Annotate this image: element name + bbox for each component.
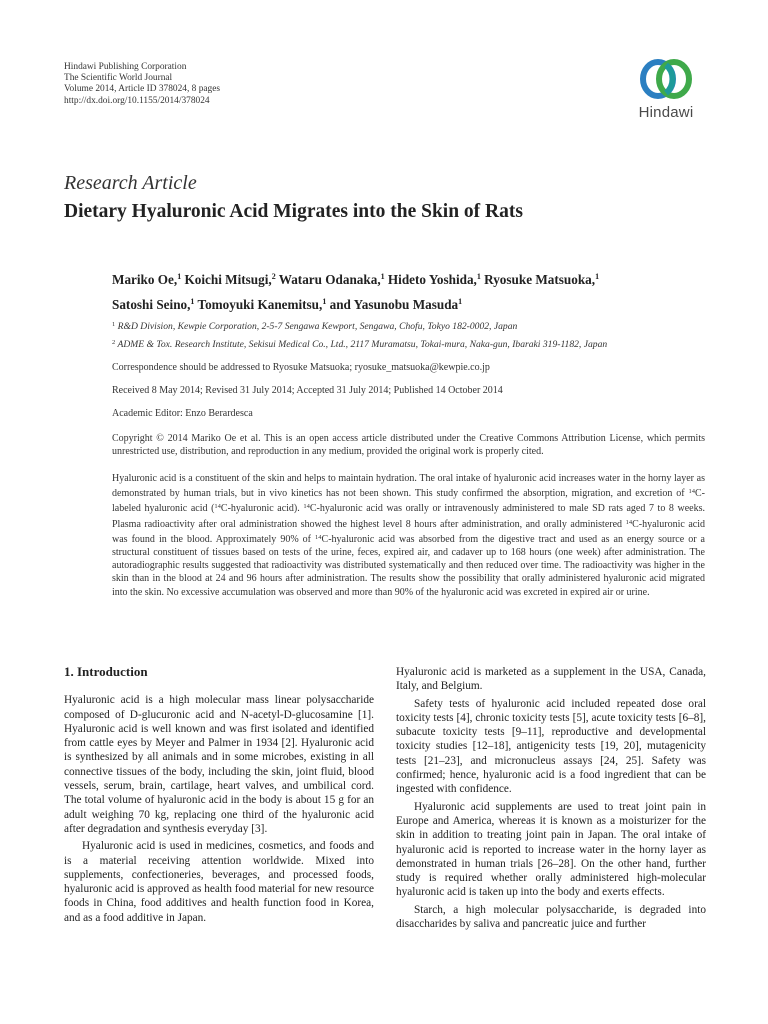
author-affil-sup: 2	[271, 272, 276, 281]
author-name: Hideto Yoshida,	[387, 272, 477, 287]
article-dates: Received 8 May 2014; Revised 31 July 2014; Accepted 31 July 2014; Published 14 October 2014	[112, 385, 503, 396]
hindawi-logo	[626, 56, 706, 136]
author-affil-sup: 1	[458, 297, 463, 306]
author-name: Mariko Oe,	[112, 272, 178, 287]
abstract-text: C-hyaluronic acid was absorbed from the digestive tract and used as an energy source or a structural constituent of tissues based on tests of the urine, feces, expired air, and cadaver up to 168 hours (one week) after administration. The autoradiographic results suggested that radioactivity was distributed systematically and then reduced over time. The radioactivity was higher in the skin than in the blood at 24 and 96 hours after administration. The results show the possibility that orally administered hyaluronic acid migrated into the skin. No excessive accumulation was observed and more than 90% of the hyaluronic acid was excreted in expired air or urine.	[112, 533, 705, 598]
paragraph: Hyaluronic acid is a high molecular mass linear polysaccharide composed of D-glucuronic acid and N-acetyl-D-glucosamine [1]. Hyaluronic acid is well known and was first isolated and identified from cattle eyes by Meyer and Palmer in 1934 [2]. Hyaluronic acid is synthesized by all animals and in some microbes, existing in all connective tissues of the body, including the skin, joint fluid, blood vessels, serum, brain, cartilage, heart valves, and umbilical cord. The total volume of hyaluronic acid in the body is about 15 g for an adult weighing 70 kg, replacing one third of the hyaluronic acid after degradation and synthesis everyday [3].	[64, 694, 374, 835]
academic-editor: Academic Editor: Enzo Berardesca	[112, 408, 253, 419]
affiliation-2	[112, 335, 722, 353]
author-line-1	[112, 266, 712, 291]
isotope-sup: 14	[303, 503, 310, 511]
author-name: Satoshi Seino,	[112, 297, 191, 312]
section-heading: 1. Introduction	[64, 664, 148, 679]
author-list	[112, 266, 712, 316]
isotope-sup: 14	[214, 503, 221, 511]
abstract-text: C-hyaluronic acid was found in the blood. Approximately 90% of	[112, 518, 705, 545]
abstract	[112, 472, 705, 599]
author-affil-sup: 1	[595, 272, 600, 281]
author-affil-sup: 1	[190, 297, 195, 306]
abstract-text: C-labeled hyaluronic acid (	[112, 488, 705, 515]
author-name: Koichi Mitsugi,	[184, 272, 272, 287]
author-name: and Yasunobu Masuda	[329, 297, 459, 312]
hindawi-rings-icon	[636, 56, 696, 102]
affiliation-sup: 1	[112, 321, 116, 328]
abstract-text: C-hyaluronic acid).	[220, 503, 304, 515]
affiliation-text: R&D Division, Kewpie Corporation, 2-5-7 Sengawa Kewport, Sengawa, Chofu, Tokyo 182-0002, Japan	[117, 321, 518, 332]
author-name: Wataru Odanaka,	[278, 272, 381, 287]
author-line-2	[112, 291, 712, 316]
author-affil-sup: 1	[476, 272, 481, 281]
author-affil-sup: 1	[177, 272, 182, 281]
abstract-text: Hyaluronic acid is a constituent of the skin and helps to maintain hydration. The oral intake of hyaluronic acid increases water in the horny layer as demonstrated by human trials, but in vivo kinetics has not been shown. This study confirmed the absorption, migration, and excretion of	[112, 473, 705, 500]
author-affil-sup: 1	[380, 272, 385, 281]
isotope-sup: 14	[315, 533, 322, 541]
affiliation-text: ADME & Tox. Research Institute, Sekisui Medical Co., Ltd., 2117 Muramatsu, Tokai-mura, Naka-gun, Ibaraki 319-1182, Japan	[117, 338, 608, 350]
affiliation-1	[112, 317, 722, 335]
paragraph: Hyaluronic acid supplements are used to treat joint pain in Europe and America, whereas it is known as a moisturizer for the skin in addition to treating joint pain in Japan. The oral intake of hyaluronic acid is reported to increase water in the horny layer as demonstrated in human trials [26–28]. On the other hand, further study is required whether orally administered high-molecular hyaluronic acid is taken up into the body and exerts effects.	[396, 800, 706, 899]
journal-name: The Scientific World Journal	[64, 73, 173, 84]
right-column	[396, 665, 706, 934]
copyright-notice: Copyright © 2014 Mariko Oe et al. This is an open access article distributed under the Creative Commons Attribution License, which permits unrestricted use, distribution, and reproduction in any medium, provided the original work is properly cited.	[112, 433, 705, 457]
paragraph: Hyaluronic acid is used in medicines, cosmetics, and foods and is a material receiving attention worldwide. Mixed into supplements, confectioneries, beverages, and processed foods, hyaluronic acid is approved as health food material for new resource foods in China, food additives and health function food in Korea, and as a food additive in Japan.	[64, 840, 374, 924]
affiliations	[112, 317, 722, 352]
paragraph: Safety tests of hyaluronic acid included repeated dose oral toxicity tests [4], chronic toxicity tests [5], acute toxicity tests [6–8], subacute toxicity tests [9–11], reproductive and developmental toxicity studies [12–18], antigenicity tests [19, 20], mutagenicity tests [21–23], and micronucleus assays [24, 25]. Safety was confirmed; hence, hyaluronic acid is a food ingredient that can be ingested with confidence.	[396, 697, 706, 796]
publisher-name: Hindawi Publishing Corporation	[64, 62, 187, 72]
paragraph: Starch, a high molecular polysaccharide, is degraded into disaccharides by saliva and pancreatic juice and further	[396, 903, 706, 931]
doi-link[interactable]: http://dx.doi.org/10.1155/2014/378024	[64, 95, 210, 106]
isotope-sup: 14	[688, 488, 695, 496]
affiliation-sup: 2	[112, 338, 116, 346]
article-title: Dietary Hyaluronic Acid Migrates into the Skin of Rats	[64, 201, 523, 222]
author-affil-sup: 1	[322, 297, 327, 306]
author-name: Tomoyuki Kanemitsu,	[197, 297, 323, 312]
volume-info: Volume 2014, Article ID 378024, 8 pages	[64, 84, 221, 95]
logo-text: Hindawi	[638, 104, 694, 121]
left-column	[64, 665, 374, 928]
author-name: Ryosuke Matsuoka,	[484, 272, 596, 287]
article-type: Research Article	[64, 172, 197, 194]
isotope-sup: 14	[625, 518, 633, 526]
paragraph: Hyaluronic acid is marketed as a supplement in the USA, Canada, Italy, and Belgium.	[396, 666, 706, 693]
correspondence: Correspondence should be addressed to Ryosuke Matsuoka; ryosuke_matsuoka@kewpie.co.jp	[112, 362, 490, 373]
abstract-text: C-hyaluronic acid was orally or intravenously administered to male SD rats aged 7 to 8 weeks. Plasma radioactivity after oral administration showed the highest level 8 hours after administration, and orally administered	[112, 503, 706, 530]
publication-info	[64, 62, 220, 107]
